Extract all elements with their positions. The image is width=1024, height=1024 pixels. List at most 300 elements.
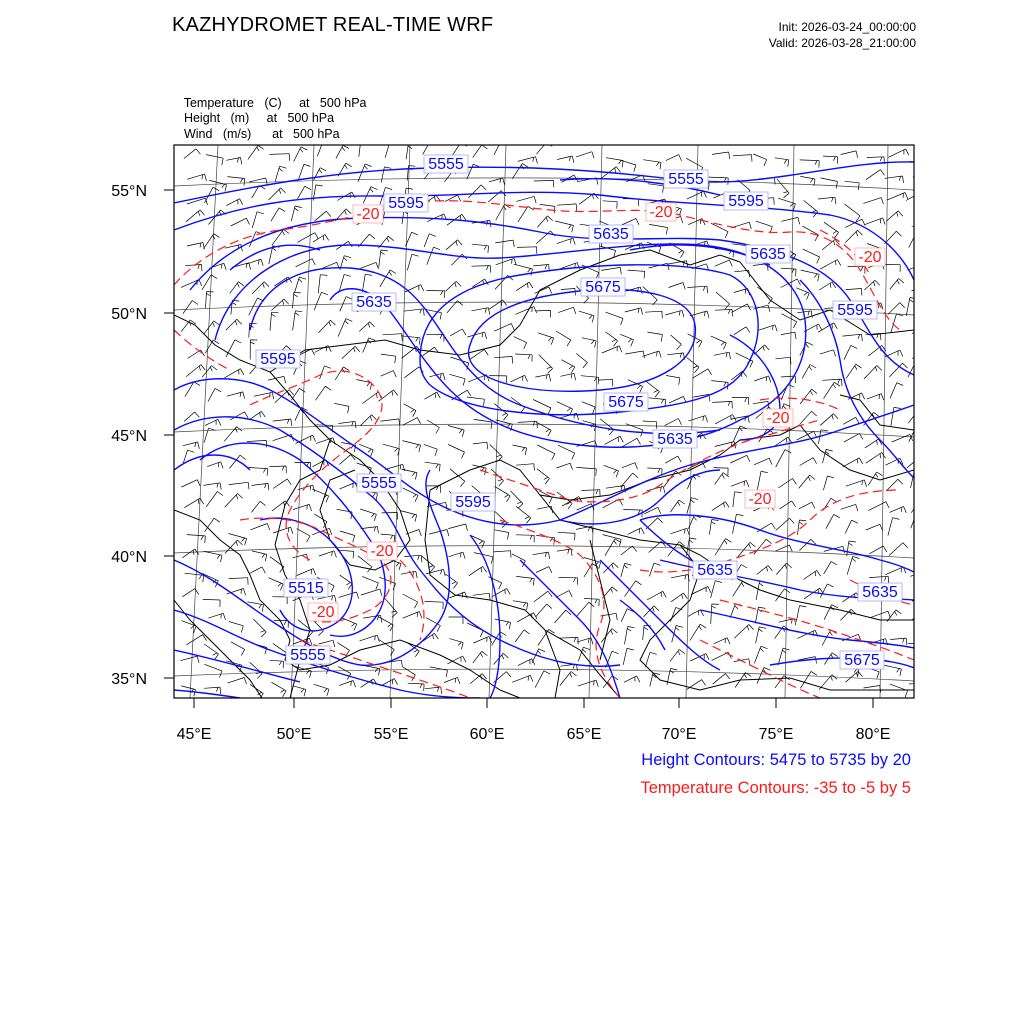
- height-label: [451, 493, 495, 511]
- wind-barb: [427, 247, 440, 265]
- height-label-text: 5555: [290, 647, 326, 664]
- wind-barb: [378, 617, 393, 632]
- wind-barb: [775, 158, 789, 167]
- wind-barb: [314, 168, 327, 181]
- wind-barb: [293, 292, 301, 308]
- wind-barb: [649, 398, 666, 407]
- wind-barb: [561, 360, 574, 373]
- wind-barb: [494, 324, 514, 332]
- wind-barb: [757, 471, 768, 489]
- wind-barb: [800, 458, 817, 466]
- wind-barb: [823, 476, 834, 490]
- wind-barb: [621, 609, 633, 622]
- height-label: [581, 278, 625, 296]
- height-label-text: 5635: [697, 562, 733, 579]
- wind-barb: [224, 427, 242, 442]
- wind-barb: [473, 145, 488, 158]
- wind-barb: [360, 635, 380, 642]
- wind-barb: [341, 443, 355, 453]
- wind-barb: [890, 507, 907, 513]
- wind-barb: [866, 524, 883, 531]
- wind-barb: [383, 444, 400, 455]
- wind-barb: [818, 323, 837, 332]
- temp-label-text: -20: [649, 204, 673, 221]
- wind-barb: [489, 178, 505, 185]
- wind-barb: [270, 312, 279, 331]
- wind-barb: [446, 240, 462, 250]
- wind-barb: [775, 545, 792, 551]
- wind-barb: [886, 264, 901, 271]
- wind-barb: [669, 283, 686, 290]
- wind-barb: [511, 375, 528, 382]
- wind-barb: [754, 539, 772, 554]
- wind-barb: [296, 259, 316, 267]
- wind-barb: [494, 551, 512, 558]
- wind-barb: [226, 319, 242, 330]
- wind-barb: [515, 630, 529, 642]
- wind-barb: [424, 444, 438, 455]
- wind-barb: [665, 419, 682, 426]
- wind-barb: [576, 152, 594, 159]
- wind-barb: [868, 502, 889, 511]
- wind-barb: [863, 686, 880, 693]
- wind-barb: [712, 401, 732, 408]
- height-label-text: 5635: [356, 294, 392, 311]
- wind-barb: [467, 164, 480, 179]
- height-label: [858, 583, 902, 601]
- wind-barb: [687, 286, 707, 293]
- height-label-text: 5555: [361, 475, 397, 492]
- wind-barb: [202, 275, 217, 290]
- wind-barb: [846, 364, 861, 378]
- wind-barb: [557, 549, 572, 556]
- wind-barb: [842, 334, 862, 341]
- wind-barb: [601, 267, 621, 274]
- wind-barb: [804, 200, 818, 217]
- lon-label: 70°E: [661, 726, 697, 743]
- wind-barb: [537, 216, 552, 228]
- wind-barb: [623, 648, 634, 664]
- wind-barb: [688, 416, 707, 423]
- wind-barb: [533, 552, 550, 559]
- wind-barb: [334, 403, 349, 413]
- wind-barb: [512, 554, 525, 567]
- lat-label: 55°N: [111, 183, 147, 200]
- wind-barb: [249, 323, 257, 337]
- wind-barb: [844, 345, 857, 359]
- wind-barb: [448, 426, 464, 437]
- wind-barb: [202, 366, 217, 378]
- wind-barb: [909, 230, 924, 247]
- wind-barb: [820, 414, 838, 426]
- wind-barb: [536, 310, 551, 317]
- wind-barb: [448, 524, 467, 531]
- wind-barb: [315, 211, 331, 221]
- wind-barb: [754, 345, 769, 355]
- wind-barb: [845, 204, 860, 221]
- wind-barb: [687, 498, 698, 514]
- wind-barb: [535, 671, 550, 688]
- height-label: [840, 651, 884, 669]
- wind-barb: [514, 337, 527, 349]
- wind-barb: [184, 149, 201, 159]
- wind-barb: [756, 627, 766, 643]
- wind-barb: [891, 314, 903, 332]
- wind-barb: [665, 456, 681, 463]
- temperature-contours-legend: Temperature Contours: -35 to -5 by 5: [640, 779, 911, 797]
- wind-barb: [820, 350, 836, 357]
- wind-barb: [381, 679, 398, 687]
- wind-barb: [449, 617, 464, 624]
- wind-barb: [715, 539, 732, 556]
- temp-label-text: -20: [311, 604, 335, 621]
- graticule: [174, 145, 914, 698]
- lon-label: 75°E: [758, 726, 794, 743]
- height-label-text: 5515: [288, 580, 324, 597]
- height-contours: [174, 162, 914, 698]
- wind-barb: [538, 333, 554, 345]
- wind-barb: [382, 660, 402, 667]
- wind-barb: [754, 376, 771, 383]
- wind-barb: [226, 199, 242, 206]
- wind-barb: [914, 554, 929, 561]
- wind-barb: [272, 597, 287, 604]
- temp-label: [763, 409, 793, 427]
- wind-barb: [534, 591, 552, 602]
- wind-barb: [890, 383, 903, 399]
- wind-barb: [645, 652, 656, 667]
- field-name: Wind: [183, 127, 213, 141]
- wind-barb: [293, 504, 311, 511]
- wind-barb: [229, 482, 249, 489]
- wind-barb: [248, 145, 264, 159]
- height-label-text: 5635: [657, 431, 693, 448]
- wind-barb: [494, 653, 509, 664]
- wind-barb: [291, 206, 302, 221]
- wind-barb: [621, 438, 640, 447]
- wind-barb: [224, 369, 244, 378]
- height-label-text: 5675: [844, 652, 880, 669]
- wind-barb: [888, 149, 909, 158]
- height-label-text: 5635: [862, 584, 898, 601]
- lon-label: 55°E: [373, 726, 409, 743]
- wind-barb: [534, 180, 554, 187]
- wind-barb: [494, 511, 507, 528]
- wind-barb: [318, 275, 327, 294]
- height-label-text: 5675: [608, 394, 644, 411]
- wind-barb: [886, 211, 903, 221]
- wind-barb: [271, 682, 286, 697]
- wind-barb: [317, 138, 331, 157]
- wind-barb: [253, 619, 266, 637]
- wind-barb: [450, 357, 469, 370]
- wind-barb: [647, 591, 666, 600]
- wind-barb: [560, 672, 577, 686]
- wind-barb: [714, 468, 729, 476]
- lon-label: 45°E: [176, 726, 212, 743]
- wind-barb: [270, 466, 287, 473]
- wind-barb: [687, 680, 706, 690]
- wind-barb: [294, 277, 306, 293]
- wind-barb: [556, 591, 573, 598]
- wind-barb: [888, 518, 900, 536]
- wind-barb: [252, 483, 269, 490]
- wind-barb: [513, 445, 527, 455]
- wind-barb: [518, 421, 538, 428]
- wind-barb: [776, 563, 791, 575]
- wind-barb: [715, 310, 732, 317]
- wind-barb: [623, 199, 639, 206]
- wind-barb: [754, 646, 767, 663]
- wind-barb: [488, 577, 501, 589]
- wind-barb: [863, 198, 883, 205]
- wind-barb: [711, 581, 722, 598]
- wind-barb: [226, 158, 242, 165]
- wind-barb: [558, 307, 576, 314]
- wind-barb: [362, 274, 372, 292]
- wind-barb: [207, 462, 223, 469]
- wind-barb: [336, 145, 349, 158]
- wind-barb: [796, 606, 806, 622]
- wind-barb: [448, 552, 465, 559]
- wind-barb: [342, 346, 360, 358]
- wind-barb: [339, 421, 357, 428]
- wind-barb: [536, 567, 552, 573]
- wind-barb: [182, 589, 198, 597]
- wind-barb: [582, 402, 595, 414]
- wind-barb: [649, 563, 660, 576]
- wind-barb: [823, 156, 838, 164]
- wind-barb: [292, 686, 306, 696]
- wind-barb: [425, 392, 441, 399]
- wind-barb: [402, 469, 418, 479]
- wind-barb: [866, 170, 885, 180]
- wind-barb: [690, 624, 706, 640]
- wind-barb: [517, 613, 537, 622]
- wind-barb: [205, 518, 220, 532]
- field-level: at 500 hPa: [299, 96, 367, 110]
- wind-barb: [642, 351, 661, 358]
- wind-barb: [471, 266, 490, 273]
- wind-barb: [512, 675, 533, 682]
- temp-label: [308, 603, 338, 621]
- wind-barb: [426, 486, 441, 493]
- temp-label-text: -20: [766, 410, 790, 427]
- wind-barb: [427, 420, 439, 434]
- wind-barb: [671, 575, 689, 582]
- temp-label: [367, 542, 397, 560]
- wind-barb: [180, 656, 199, 663]
- wind-barb: [316, 386, 332, 400]
- wind-barb: [803, 570, 820, 579]
- height-label: [286, 646, 330, 664]
- wind-barb: [402, 346, 422, 358]
- field-level: at 500 hPa: [266, 111, 335, 125]
- wind-barb: [732, 398, 749, 405]
- lon-label: 80°E: [855, 726, 891, 743]
- wind-barb: [187, 535, 206, 543]
- wind-barb: [294, 147, 308, 162]
- wind-barb: [186, 365, 205, 377]
- wind-barb: [581, 490, 600, 497]
- wind-barb: [273, 419, 292, 426]
- height-label-text: 5635: [750, 246, 786, 263]
- wind-barb: [628, 528, 645, 535]
- wind-barb: [889, 543, 908, 556]
- wind-barb: [250, 567, 266, 574]
- wind-barb: [605, 436, 624, 444]
- wind-barb: [665, 310, 684, 317]
- wind-barb: [712, 152, 730, 159]
- field-name: Temperature: [183, 96, 254, 110]
- height-label-text: 5595: [837, 302, 873, 319]
- wind-barb: [845, 181, 860, 190]
- wind-barb: [229, 534, 247, 546]
- wind-barb: [518, 206, 534, 222]
- wind-barb: [886, 479, 903, 491]
- wind-barb: [423, 633, 439, 641]
- wind-barb: [818, 197, 836, 204]
- height-label: [589, 225, 633, 243]
- wind-barb: [606, 332, 618, 346]
- wind-barb: [912, 598, 929, 605]
- wind-barb: [578, 680, 598, 687]
- wind-barb: [407, 254, 418, 270]
- wind-barb: [511, 491, 523, 509]
- wind-barb: [864, 366, 882, 380]
- wind-barb: [713, 674, 730, 685]
- height-label: [653, 430, 697, 448]
- wind-barb: [494, 356, 512, 363]
- wind-barb: [516, 307, 537, 315]
- wind-barb: [404, 309, 425, 316]
- wind-barb: [429, 530, 449, 537]
- wind-barb: [621, 546, 637, 555]
- wind-barb: [468, 185, 486, 198]
- wind-barb: [820, 260, 841, 270]
- height-label-text: 5555: [428, 156, 464, 173]
- wind-barb: [666, 155, 682, 161]
- wind-barb: [560, 373, 575, 380]
- wind-barb: [403, 612, 422, 619]
- wind-barb: [495, 530, 509, 540]
- wind-barb: [516, 506, 531, 523]
- wind-barb: [251, 501, 265, 512]
- height-label-text: 5675: [585, 279, 621, 296]
- wind-barb: [206, 155, 223, 166]
- wind-barb: [781, 217, 799, 224]
- wind-barb: [515, 354, 532, 362]
- wind-barb: [363, 338, 376, 353]
- wind-barb: [578, 647, 590, 661]
- wind-barb: [802, 365, 816, 379]
- wind-barb: [907, 456, 926, 468]
- wind-barb: [912, 609, 932, 620]
- temp-label-text: -20: [356, 206, 380, 223]
- wind-barb: [231, 642, 245, 656]
- wind-barb: [384, 598, 397, 618]
- wind-barb: [912, 350, 932, 359]
- wind-barb: [318, 320, 335, 333]
- wind-barb: [846, 289, 862, 296]
- wind-barb: [733, 155, 752, 162]
- wind-barb: [516, 576, 534, 585]
- temp-label: [855, 248, 885, 266]
- height-label-text: 5595: [260, 351, 296, 368]
- wind-barb: [252, 282, 269, 294]
- wind-barb: [845, 520, 858, 533]
- wind-barb: [865, 218, 885, 225]
- height-label-text: 5595: [728, 193, 764, 210]
- wind-barb: [732, 304, 751, 313]
- wind-barb: [424, 234, 436, 247]
- wind-barb: [449, 374, 465, 385]
- wind-barb: [670, 649, 685, 661]
- wind-barb: [381, 371, 397, 377]
- wind-barb: [269, 188, 286, 200]
- wind-barb: [711, 336, 726, 349]
- wind-barb: [248, 468, 267, 476]
- wind-barb: [449, 639, 463, 650]
- wind-barb: [339, 681, 356, 688]
- wind-barb: [643, 160, 661, 170]
- height-label-text: 5595: [388, 195, 424, 212]
- wind-barb: [473, 636, 491, 643]
- wind-barb: [496, 205, 511, 221]
- wind-barb: [671, 593, 687, 602]
- wind-barb: [425, 601, 444, 609]
- init-time: Init: 2026-03-24_00:00:00: [778, 20, 916, 34]
- wind-barb: [623, 510, 642, 518]
- wind-barb: [776, 518, 794, 530]
- wind-barb: [826, 514, 840, 528]
- temp-label-text: -20: [858, 249, 882, 266]
- wind-barb: [203, 483, 221, 490]
- wind-barb: [628, 270, 645, 278]
- wind-barb: [408, 683, 424, 691]
- height-label: [256, 350, 300, 368]
- wind-barb: [800, 389, 817, 404]
- wind-barb: [913, 164, 931, 178]
- wind-barb: [906, 192, 926, 201]
- wind-barb: [359, 322, 374, 332]
- lat-label: 50°N: [111, 306, 147, 323]
- wind-barb: [518, 157, 538, 164]
- wind-barb: [577, 602, 595, 616]
- lon-label: 65°E: [566, 726, 602, 743]
- wind-barb: [516, 282, 533, 291]
- wind-barb: [909, 426, 923, 442]
- wind-barb: [512, 163, 528, 178]
- wind-barb: [426, 334, 444, 341]
- wind-barb: [406, 144, 415, 159]
- wind-barb: [188, 350, 205, 359]
- lat-label: 40°N: [111, 549, 147, 566]
- wind-barb: [313, 235, 329, 243]
- height-label: [746, 245, 790, 263]
- wind-barb: [182, 549, 199, 558]
- wind-barb: [495, 486, 511, 501]
- wind-barb: [516, 196, 536, 203]
- wind-barb: [649, 224, 667, 234]
- wind-barb: [557, 156, 574, 163]
- wind-barb: [605, 539, 621, 556]
- wind-barb: [494, 404, 508, 420]
- wind-barb: [208, 613, 225, 620]
- wind-barb: [187, 243, 205, 250]
- wind-barb: [780, 501, 796, 509]
- lon-label: 50°E: [276, 726, 312, 743]
